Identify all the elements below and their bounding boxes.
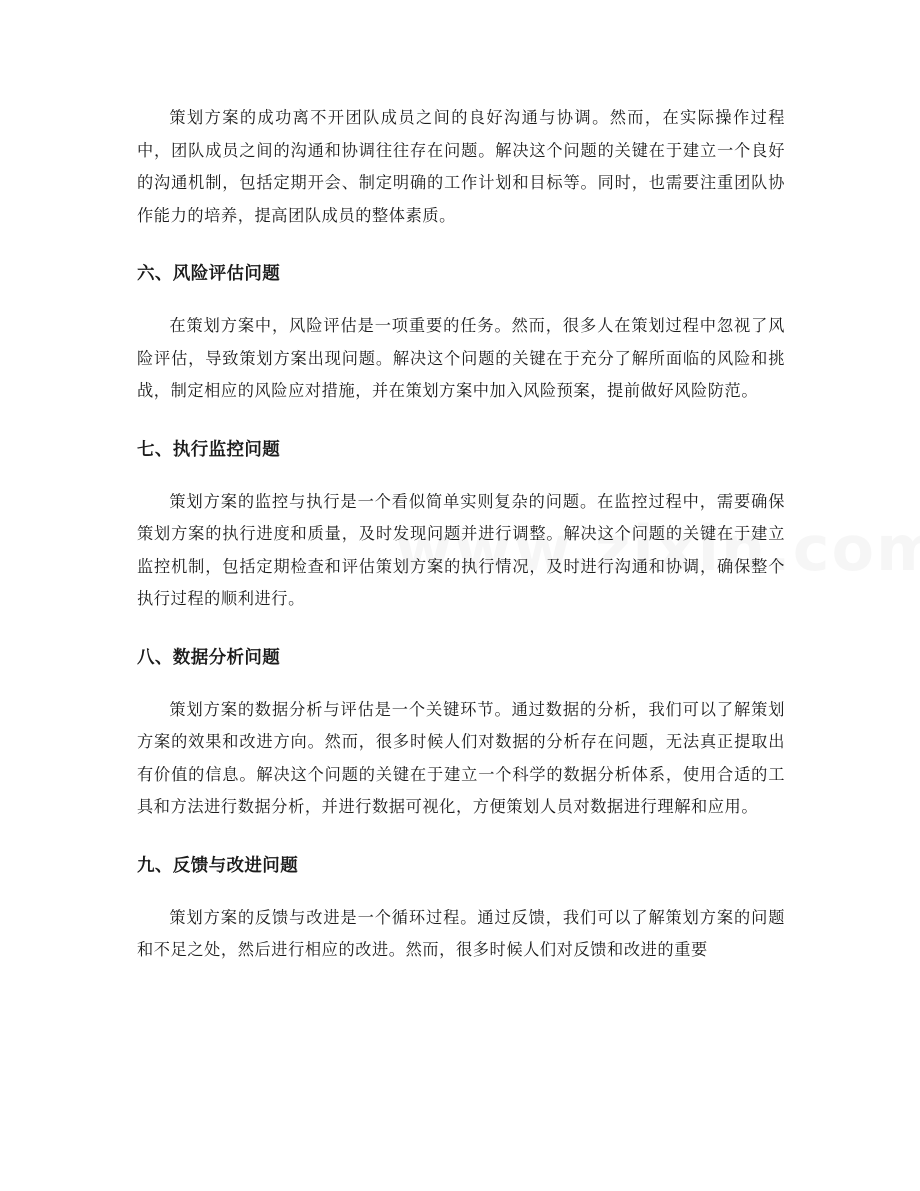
paragraph-risk-assessment: 在策划方案中，风险评估是一项重要的任务。然而，很多人在策划过程中忽视了风险评估，导致策划方案出现问题。解决这个问题的关键在于充分了解所面临的风险和挑战，制定相应的风险应对措施，并在策划方案中加入风险预案，提前做好风险防范。 bbox=[137, 316, 785, 400]
paragraph-team-communication: 策划方案的成功离不开团队成员之间的良好沟通与协调。然而，在实际操作过程中，团队成员之间的沟通和协调往往存在问题。解决这个问题的关键在于建立一个良好的沟通机制，包括定期开会、制定明确的工作计划和目标等。同时，也需要注重团队协作能力的培养，提高团队成员的整体素质。 bbox=[137, 108, 785, 225]
paragraph-execution-monitoring: 策划方案的监控与执行是一个看似简单实则复杂的问题。在监控过程中，需要确保策划方案的执行进度和质量，及时发现问题并进行调整。解决这个问题的关键在于建立监控机制，包括定期检查和评估策划方案的执行情况，及时进行沟通和协调，确保整个执行过程的顺利进行。 bbox=[137, 491, 785, 608]
heading-feedback-improvement: 九、反馈与改进问题 bbox=[137, 855, 299, 876]
paragraph-feedback-improvement: 策划方案的反馈与改进是一个循环过程。通过反馈，我们可以了解策划方案的问题和不足之处，然后进行相应的改进。然而，很多时候人们对反馈和改进的重要 bbox=[137, 907, 785, 959]
document-body bbox=[137, 102, 785, 967]
heading-execution-monitoring: 七、执行监控问题 bbox=[137, 439, 281, 460]
heading-risk-assessment: 六、风险评估问题 bbox=[137, 264, 281, 284]
paragraph-data-analysis: 策划方案的数据分析与评估是一个关键环节。通过数据的分析，我们可以了解策划方案的效果和改进方向。然而，很多时候人们对数据的分析存在问题，无法真正提取出有价值的信息。解决这个问题的关键在于建立一个科学的数据分析体系，使用合适的工具和方法进行数据分析，并进行数据可视化，方便策划人员对数据进行理解和应用。 bbox=[137, 699, 785, 816]
heading-data-analysis: 八、数据分析问题 bbox=[137, 647, 281, 668]
